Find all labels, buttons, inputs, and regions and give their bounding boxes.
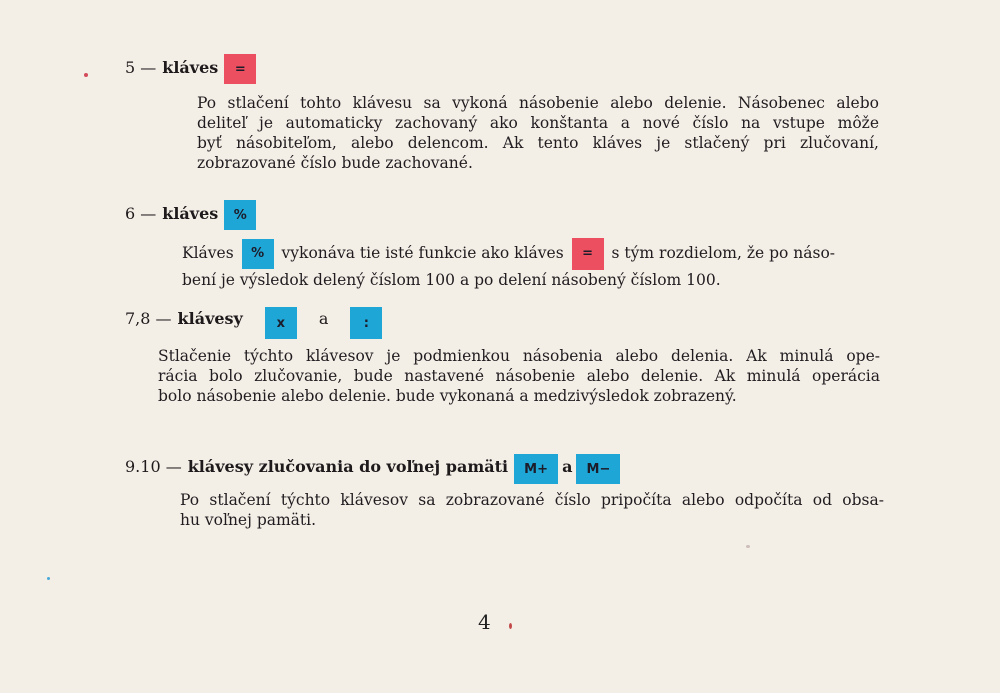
paper-speck <box>746 545 750 548</box>
connector-text: a <box>318 308 329 328</box>
section-7-8-text <box>158 346 880 406</box>
equals-key-icon: = <box>224 54 256 84</box>
section-5-text <box>197 93 879 173</box>
section-number: 9.10 — <box>125 456 182 476</box>
page-number: 4 <box>478 610 491 634</box>
text-line: hu voľnej pamäti. <box>180 511 317 529</box>
text-line-with-keys <box>182 238 882 270</box>
text-line: rácia bolo zlučovanie, bude nastavené násobenie alebo delenie. Ak minulá operácia <box>158 367 880 385</box>
section-number: 5 — <box>125 57 157 77</box>
connector-text: a <box>562 456 573 476</box>
text-line: zobrazované číslo bude zachované. <box>197 154 473 172</box>
section-7-8-heading <box>125 297 382 339</box>
percent-key-icon: % <box>224 200 256 230</box>
section-title: kláves <box>162 203 219 223</box>
section-5-heading <box>125 50 256 84</box>
text-line: Stlačenie týchto klávesov je podmienkou násobenia alebo delenia. Ak minulá ope- <box>158 347 880 365</box>
text-line: bolo násobenie alebo delenie. bude vykonaná a medzivýsledok zobrazený. <box>158 387 737 405</box>
paper-speck <box>47 577 50 580</box>
text-fragment: Kláves <box>182 244 234 262</box>
paper-speck <box>509 623 512 629</box>
divide-key-icon: : <box>350 307 382 339</box>
text-line: byť násobiteľom, alebo delencom. Ak tento kláves je stlačený pri zlučovaní, <box>197 134 879 152</box>
percent-key-icon: % <box>242 239 274 269</box>
section-title: klávesy <box>177 308 243 328</box>
multiply-key-icon: x <box>265 307 297 339</box>
section-9-10-text <box>180 490 884 530</box>
text-line: deliteľ je automaticky zachovaný ako konštanta a nové číslo na vstupe môže <box>197 114 879 132</box>
text-line: Po stlačení týchto klávesov sa zobrazované číslo pripočíta alebo odpočíta od obsa- <box>180 491 884 509</box>
text-line: bení je výsledok delený číslom 100 a po delení násobený číslom 100. <box>182 271 721 289</box>
text-line: Po stlačení tohto klávesu sa vykoná násobenie alebo delenie. Násobenec alebo <box>197 94 879 112</box>
section-title: klávesy zlučovania do voľnej pamäti <box>187 456 509 476</box>
paper-speck <box>84 73 88 77</box>
section-9-10-heading <box>125 448 620 484</box>
memory-minus-key-icon: M− <box>576 454 620 484</box>
section-title: kláves <box>162 57 219 77</box>
equals-key-icon: = <box>572 238 604 270</box>
memory-plus-key-icon: M+ <box>514 454 558 484</box>
section-6-heading <box>125 196 256 230</box>
text-fragment: s tým rozdielom, že po náso- <box>611 244 836 262</box>
text-fragment: vykonáva tie isté funkcie ako kláves <box>281 244 564 262</box>
section-number: 6 — <box>125 203 157 223</box>
section-number: 7,8 — <box>125 308 172 328</box>
section-6-text <box>182 238 882 290</box>
